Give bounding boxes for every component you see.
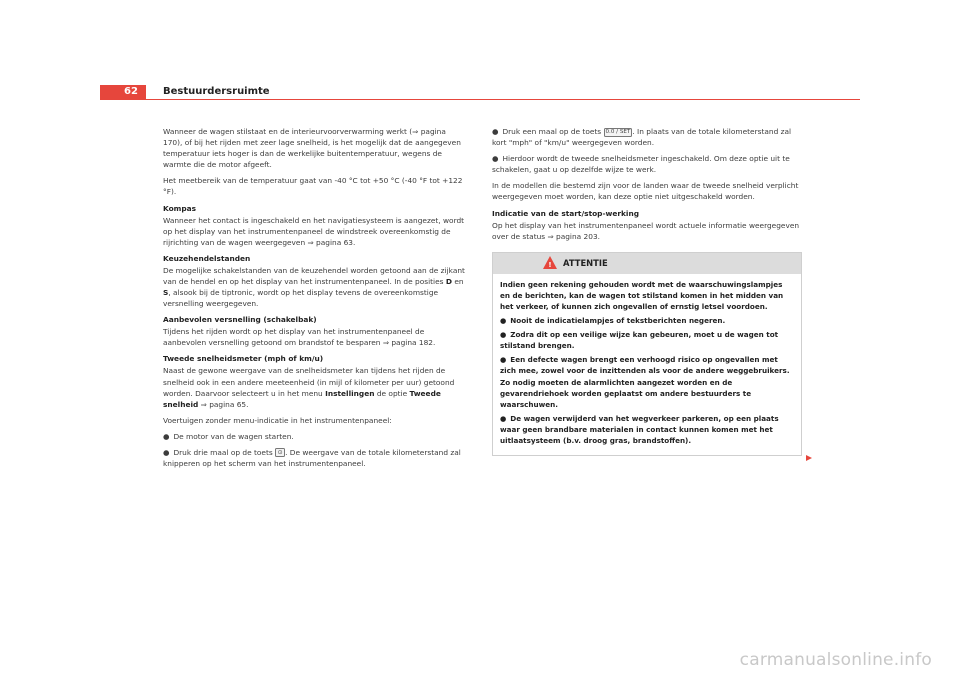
warning-label: ATTENTIE (563, 257, 608, 268)
list-item: ● De motor van de wagen starten. (163, 431, 294, 441)
bullet-icon: ● (500, 355, 507, 365)
list-item: ● Nooit de indicatielampjes of tekstberichten negeren. (500, 316, 726, 326)
section-title: Bestuurdersruimte (163, 86, 270, 97)
paragraph-range: Het meetbereik van de temperatuur gaat van -40 °C tot +50 °C (-40 °F tot +122 °F). (163, 176, 463, 197)
continue-arrow-icon (806, 455, 812, 461)
paragraph-keuzehendel: De mogelijke schakelstanden van de keuzehendel worden getoond aan de zijkant van de hendel en op het display van het instrumentenpaneel. In de posities D en S, alsook bij de tiptronic, wordt op het display tevens de overeenkomstige versnelling weergegeven. (163, 265, 465, 309)
left-column (163, 126, 466, 474)
paragraph-voertuigen: Voertuigen zonder menu-indicatie in het instrumentenpaneel: (163, 415, 392, 425)
header-divider (100, 99, 860, 100)
warning-intro: Indien geen rekening gehouden wordt met de waarschuwingslampjes en de berichten, kan de wagen tot stilstand komen in het midden van het verkeer, of kunnen zich ongevallen of ernstig letsel voordoen. (500, 279, 784, 311)
page-number-tab (100, 85, 146, 99)
paragraph-models: In de modellen die bestemd zijn voor de landen waar de tweede snelheid verplicht weergegeven moet worden, kan deze optie niet uitgeschakeld worden. (492, 181, 799, 202)
list-item: ● Zodra dit op een veilige wijze kan gebeuren, moet u de wagen tot stilstand brengen. (500, 330, 779, 351)
warning-box (492, 252, 802, 456)
heading-aanbevolen: Aanbevolen versnelling (schakelbak) (163, 315, 317, 325)
bullet-icon: ● (500, 413, 507, 423)
paragraph-kompas: Wanneer het contact is ingeschakeld en het navigatiesysteem is aangezet, wordt op het display van het instrumentenpaneel de windstreek overeenkomstig de rijrichting van de wagen weergegeven ⇒ pagina 63. (163, 215, 465, 247)
paragraph-tweede-snelheidsmeter: Naast de gewone weergave van de snelheidsmeter kan tijdens het rijden de snelheid ook in een andere meeteenheid (in mijl of kilometer per uur) getoond worden. Daarvoor selecteert u in het menu Instellingen de optie Tweede snelheid ⇒ pagina 65. (163, 366, 455, 409)
heading-keuzehendel: Keuzehendelstanden (163, 253, 251, 263)
list-item: ● De wagen verwijderd van het wegverkeer parkeren, op een plaats waar geen brandbare materialen in contact kunnen komen met het uitlaatsysteem (b.v. droog gras, brandstoffen). (500, 413, 779, 445)
list-item: ● Druk een maal op de toets 0.0 / SET . In plaats van de totale kilometerstand zal kort "mph" of "km/u" weergegeven worden. (492, 127, 792, 148)
bullet-icon: ● (492, 127, 499, 136)
paragraph-start-stop: Op het display van het instrumentenpaneel wordt actuele informatie weergegeven over de status ⇒ pagina 203. (492, 220, 800, 241)
paragraph-aanbevolen: Tijdens het rijden wordt op het display van het instrumentenpaneel de aanbevolen versnelling getoond om brandstof te besparen ⇒ pagina 182. (163, 327, 436, 348)
warning-body (493, 274, 801, 455)
heading-start-stop: Indicatie van de start/stop-werking (492, 208, 640, 218)
heading-kompas: Kompas (163, 203, 197, 213)
list-item: ● Hierdoor wordt de tweede snelheidsmeter ingeschakeld. Om deze optie uit te schakelen, gaat u op dezelfde wijze te werk. (492, 154, 790, 175)
page-number: 62 (124, 86, 138, 97)
warning-header: ! ATTENTIE (493, 253, 801, 274)
set-button-icon: 0.0 / SET (605, 129, 631, 135)
bullet-icon: ● (163, 431, 170, 441)
bullet-icon: ● (500, 316, 507, 326)
trip-button-icon: ⊙ (275, 448, 285, 457)
bullet-icon: ● (163, 447, 170, 457)
bullet-icon: ● (500, 330, 507, 340)
right-column (492, 126, 800, 456)
list-item: ● Een defecte wagen brengt een verhoogd risico op ongevallen met zich mee, zowel voor de inzittenden als voor de andere weggebruikers. Zo nodig moeten de alarmlichten aangezet worden en de gevarendriehoek worden geplaatst om andere bestuurders te waarschuwen. (500, 355, 790, 409)
bullet-icon: ● (492, 154, 499, 164)
heading-tweede-snelheidsmeter: Tweede snelheidsmeter (mph of km/u) (163, 354, 324, 364)
watermark: carmanualsonline.info (739, 650, 932, 670)
paragraph-temperature: Wanneer de wagen stilstaat en de interieurvoorverwarming werkt (⇒ pagina 170), of bij het rijden met zeer lage snelheid, is het mogelijk dat de aangegeven temperatuur iets hoger is dan de werkelijke buitentemperatuur, wegens de warmte die de motor afgeeft. (163, 127, 461, 170)
list-item: ● Druk drie maal op de toets ⊙ . De weergave van de totale kilometerstand zal knipperen op het scherm van het instrumentenpaneel. (163, 447, 461, 469)
